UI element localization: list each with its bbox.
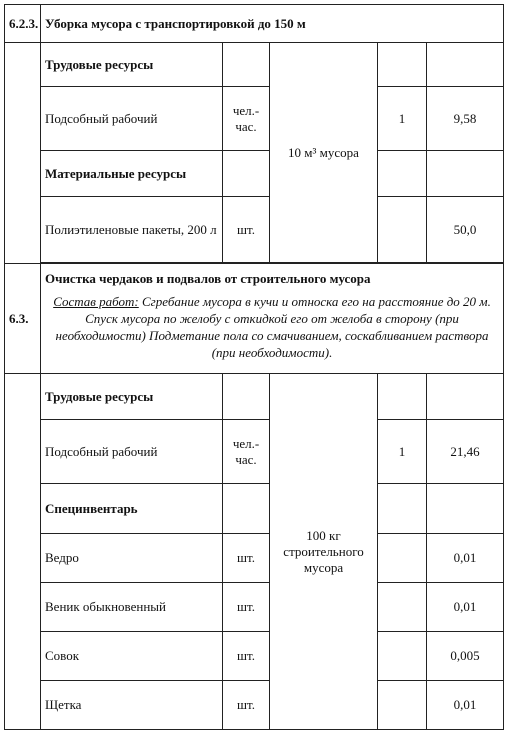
section-1-number: 6.2.3.	[5, 5, 41, 43]
empty-cell	[378, 632, 427, 681]
empty-cell	[223, 374, 270, 420]
inventory-unit: шт.	[223, 583, 270, 632]
section-2-measure: 100 кг строительного мусора	[270, 374, 378, 730]
worker-qty: 1	[378, 87, 427, 151]
inventory-name: Щетка	[41, 681, 223, 730]
section-2-worker-row	[5, 420, 504, 484]
empty-cell	[427, 43, 504, 87]
section-2-labor-row	[5, 374, 504, 420]
material-unit: шт.	[223, 197, 270, 263]
empty-cell	[378, 681, 427, 730]
worker-value: 21,46	[427, 420, 504, 484]
empty-cell	[223, 151, 270, 197]
section-2-number: 6.3.	[5, 264, 41, 374]
section-2-title-cell	[41, 264, 504, 374]
empty-cell	[223, 484, 270, 534]
section-1-title: Уборка мусора с транспортировкой до 150 м	[41, 5, 504, 43]
worker-unit: чел.-час.	[223, 420, 270, 484]
empty-cell	[378, 534, 427, 583]
section-1-material-row	[5, 197, 504, 263]
section-2-header-row	[5, 264, 504, 374]
table-row	[5, 681, 504, 730]
empty-cell	[378, 484, 427, 534]
empty-cell	[427, 374, 504, 420]
empty-cell	[427, 484, 504, 534]
section-1-measure: 10 м³ мусора	[270, 43, 378, 263]
worker-value: 9,58	[427, 87, 504, 151]
empty-cell	[223, 43, 270, 87]
inventory-value: 0,01	[427, 534, 504, 583]
empty-cell	[378, 197, 427, 263]
empty-cell	[378, 43, 427, 87]
worker-unit: чел.-час.	[223, 87, 270, 151]
section-1-materials-heading: Материальные ресурсы	[41, 151, 223, 197]
inventory-name: Веник обыкновенный	[41, 583, 223, 632]
section-2-number-spacer	[5, 374, 41, 730]
section-2-labor-heading: Трудовые ресурсы	[41, 374, 223, 420]
section-1-materials-row	[5, 151, 504, 197]
work-description	[45, 291, 499, 367]
section-1-number-spacer	[5, 43, 41, 264]
empty-cell	[427, 151, 504, 197]
empty-cell	[378, 151, 427, 197]
inventory-name: Совок	[41, 632, 223, 681]
section-2-inventory-heading: Специнвентарь	[41, 484, 223, 534]
empty-cell	[378, 583, 427, 632]
section-1-labor-heading: Трудовые ресурсы	[41, 43, 223, 87]
inventory-unit: шт.	[223, 534, 270, 583]
inventory-name: Ведро	[41, 534, 223, 583]
section-1-worker-row	[5, 87, 504, 151]
inventory-unit: шт.	[223, 632, 270, 681]
work-description-text: Сгребание мусора в кучи и относка его на расстояние до 20 м. Спуск мусора по желобу с откидкой его от желоба в сторону (при необходимости) Подметание пола со смачиванием, соскабливанием раствора (при необходимости).	[55, 293, 491, 360]
inventory-value: 0,01	[427, 583, 504, 632]
material-value: 50,0	[427, 197, 504, 263]
section-2-inventory-heading-row	[5, 484, 504, 534]
work-description-label: Состав работ:	[53, 293, 139, 309]
section-2-title: Очистка чердаков и подвалов от строительного мусора	[45, 270, 371, 286]
empty-cell	[378, 374, 427, 420]
worker-name: Подсобный рабочий	[41, 420, 223, 484]
section-1-labor-row	[5, 43, 504, 87]
table-row	[5, 632, 504, 681]
material-name: Полиэтиленовые пакеты, 200 л	[41, 197, 223, 263]
inventory-value: 0,01	[427, 681, 504, 730]
table-row	[5, 534, 504, 583]
worker-name: Подсобный рабочий	[41, 87, 223, 151]
table-row	[5, 583, 504, 632]
worker-qty: 1	[378, 420, 427, 484]
inventory-value: 0,005	[427, 632, 504, 681]
section-1-header-row	[5, 5, 504, 43]
norms-table	[4, 4, 504, 730]
inventory-unit: шт.	[223, 681, 270, 730]
